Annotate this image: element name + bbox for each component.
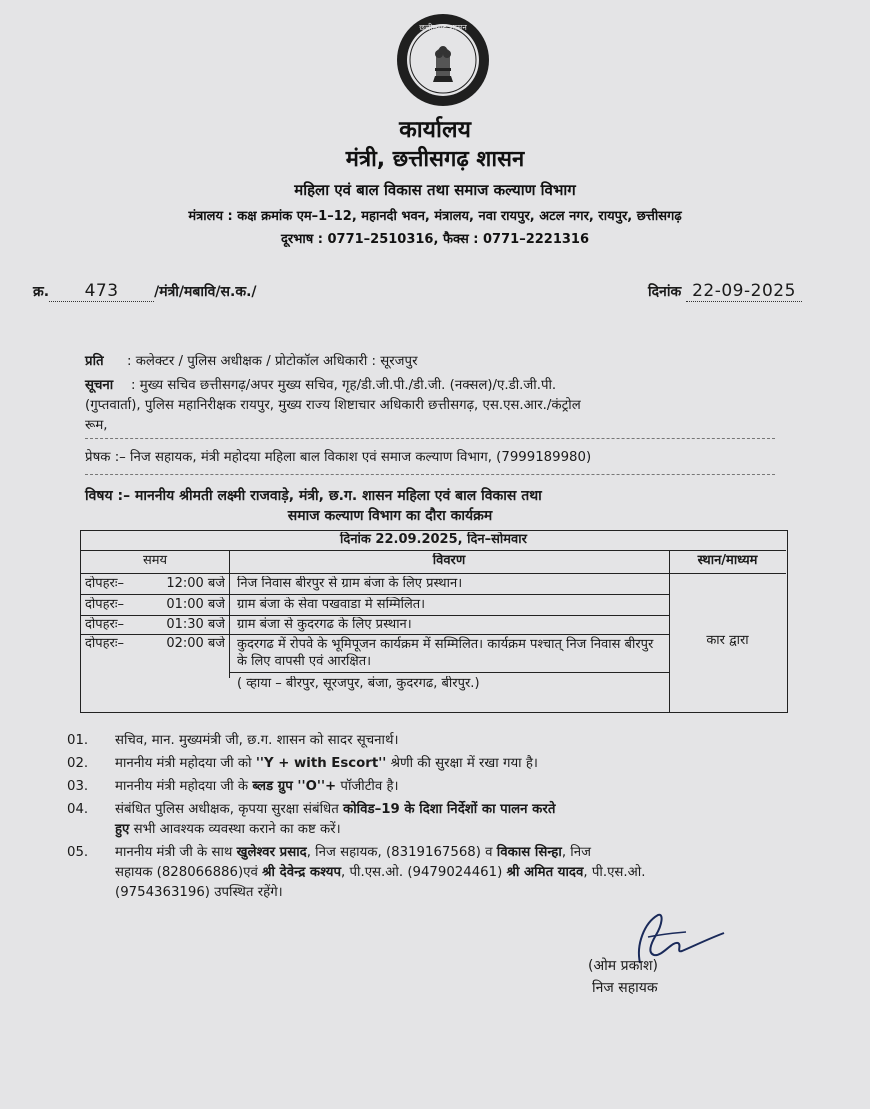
date-label: दिनांक bbox=[648, 284, 682, 300]
row2-time-label: दोपहरः– bbox=[85, 597, 125, 612]
office-address: मंत्रालय : कक्ष क्रमांक एम–1–12, महानदी भवन, मंत्रालय, नवा रायपुर, अटल नगर, रायपुर, छत्तीसगढ़ bbox=[188, 209, 682, 224]
letter-page: छत्तीसगढ़ शासन कार्यालय मंत्री, छत्तीसगढ़ शासन महिला एवं बाल विकास तथा समाज कल्याण विभाग मंत्रालय : कक्ष क्रमांक एम–1–12, महानदी भवन, मंत्रालय, नवा रायपुर, अटल नगर, रायपुर, छत्तीसगढ़ दूरभाष : 0771–2510316, फैक्स : 0771–2221316 क्र. 473 /मंत्री/मबावि/स.क./ दिनांक 22-09-2025 प्रति : कलेक्टर / पुलिस अधीक्षक / प्रोटोकॉल अधिकारी : सूरजपुर सूचना : मुख्य सचिव छत्तीसगढ़/अपर मुख्य सचिव, गृह/डी.जी.पी./डी.जी. (नक्सल)/ए.डी.जी.पी. (गुप्तवार्ता), पुलिस महानिरीक्षक रायपुर, मुख्य राज्य शिष्टाचार अधिकारी छत्तीसगढ़, एस.एस.आर./कंट्रोल रूम, प्रेषक :– निज सहायक, मंत्री महोदया महिला बाल विकाश एवं समाज कल्याण विभाग, (7999189980) विषय :– माननीय श्रीमती लक्ष्मी राजवाड़े, मंत्री, छ.ग. शासन महिला एवं बाल विकास तथा समाज कल्याण विभाग का दौरा कार्यक्रम दिनांक 22.09.2025, दिन–सोमवार समय विवरण स्थान/माध्यम दोपहरः– 12:00 बजे निज निवास बीरपुर से ग्राम बंजा के लिए प्रस्थान। दोपहरः– 01:00 बजे ग्राम बंजा के सेवा पखवाडा मे सम्मिलित। दोपहरः– 01:30 बजे ग्राम बंजा से कुदरगढ के लिए प्रस्थान। दोपहरः– 02:00 बजे कुदरगढ में रोपवे के भूमिपूजन कार्यक्रम में सम्मिलित। कार्यक्रम पश्चात् निज निवास बीरपुर के लिए वापसी एवं आरक्षित। ( व्हाया – बीरपुर, सूरजपुर, बंजा, कुदरगढ, बीरपुर.) कार द्वारा 01. सचिव, मान. मुख्यमंत्री जी, छ.ग. शासन को सादर सूचनार्थ। 02. माननीय मंत्री महोदया जी को ''Y + with Escort'' श्रेणी की सुरक्षा में रखा गया है। 03. माननीय मंत्री महोदया जी के ब्लड ग्रुप ''O''+ पॉजीटीव है। 04. संबंधित पुलिस अधीक्षक, कृपया सुरक्षा संबंधित कोविड–19 के दिशा निर्देशों का पालन करते हुए सभी आवश्यक व्यवस्था कराने का कष्ट करें। 05. माननीय मंत्री जी के साथ खुलेश्वर प्रसाद, निज सहायक, (8319167568) व विकास सिन्हा, निज सहायक (828066886)एवं श्री देवेन्द्र कश्यप, पी.एस.ओ. (9479024461) श्री अमित यादव, पी.एस.ओ. (9754363196) उपस्थित रहेंगे। (ओम प्रकाश) निज सहायक bbox=[0, 0, 870, 1109]
suchna-label: सूचना bbox=[85, 378, 114, 393]
state-emblem-icon bbox=[395, 12, 491, 108]
col-time-header: समय bbox=[142, 553, 168, 568]
prati-label: प्रति bbox=[85, 354, 104, 369]
office-title: कार्यालय bbox=[399, 117, 471, 143]
ref-prefix: क्र. bbox=[33, 284, 50, 300]
col-place-header: स्थान/माध्यम bbox=[697, 553, 758, 568]
suchna-line2: (गुप्तवार्ता), पुलिस महानिरीक्षक रायपुर, मुख्य राज्य शिष्टाचार अधिकारी छत्तीसगढ़, एस.एस.आर./कंट्रोल bbox=[85, 398, 581, 413]
signatory-name: (ओम प्रकाश) bbox=[588, 958, 658, 974]
prati-text: : कलेक्टर / पुलिस अधीक्षक / प्रोटोकॉल अधिकारी : सूरजपुर bbox=[127, 354, 418, 369]
subject-line2: समाज कल्याण विभाग का दौरा कार्यक्रम bbox=[287, 508, 493, 524]
route-via: ( व्हाया – बीरपुर, सूरजपुर, बंजा, कुदरगढ, बीरपुर.) bbox=[237, 676, 480, 691]
row3-time-label: दोपहरः– bbox=[85, 617, 125, 632]
divider bbox=[85, 438, 775, 439]
date-value: 22-09-2025 bbox=[686, 281, 802, 302]
place-value: कार द्वारा bbox=[706, 633, 749, 648]
suchna-line1: : मुख्य सचिव छत्तीसगढ़/अपर मुख्य सचिव, गृह/डी.जी.पी./डी.जी. (नक्सल)/ए.डी.जी.पी. bbox=[131, 378, 557, 393]
office-name: मंत्री, छत्तीसगढ़ शासन bbox=[345, 147, 525, 172]
emblem-text: छत्तीसगढ़ शासन bbox=[419, 23, 467, 32]
row1-time: 12:00 बजे bbox=[166, 576, 225, 591]
row2-time: 01:00 बजे bbox=[166, 597, 225, 612]
col-details-header: विवरण bbox=[432, 553, 466, 568]
row1-details: निज निवास बीरपुर से ग्राम बंजा के लिए प्रस्थान। bbox=[237, 576, 463, 591]
ref-suffix: /मंत्री/मबावि/स.क./ bbox=[154, 284, 257, 300]
row4-details: कुदरगढ में रोपवे के भूमिपूजन कार्यक्रम में सम्मिलित। कार्यक्रम पश्चात् निज निवास बीरपुर के लिए वापसी एवं आरक्षित। bbox=[237, 637, 654, 669]
reference-date-line bbox=[648, 281, 802, 302]
subject-block bbox=[85, 486, 785, 526]
reference-number-line bbox=[33, 281, 257, 302]
department-name: महिला एवं बाल विकास तथा समाज कल्याण विभाग bbox=[294, 181, 576, 199]
row4-time: 02:00 बजे bbox=[166, 636, 225, 651]
row3-time: 01:30 बजे bbox=[166, 617, 225, 632]
row1-time-label: दोपहरः– bbox=[85, 576, 125, 591]
row2-details: ग्राम बंजा के सेवा पखवाडा मे सम्मिलित। bbox=[237, 597, 426, 612]
divider bbox=[85, 474, 775, 475]
subject-line1: विषय :– माननीय श्रीमती लक्ष्मी राजवाड़े, मंत्री, छ.ग. शासन महिला एवं बाल विकास तथा bbox=[85, 488, 542, 504]
suchna-line3: रूम, bbox=[85, 418, 108, 433]
signatory-role: निज सहायक bbox=[592, 980, 658, 996]
schedule-date-heading: दिनांक 22.09.2025, दिन–सोमवार bbox=[340, 532, 527, 547]
row4-time-label: दोपहरः– bbox=[85, 636, 125, 651]
row3-details: ग्राम बंजा से कुदरगढ के लिए प्रस्थान। bbox=[237, 617, 412, 632]
ref-number: 473 bbox=[49, 281, 154, 302]
office-contact: दूरभाष : 0771–2510316, फैक्स : 0771–2221316 bbox=[280, 232, 590, 247]
schedule-table bbox=[80, 530, 788, 713]
preshak-line: प्रेषक :– निज सहायक, मंत्री महोदया महिला बाल विकाश एवं समाज कल्याण विभाग, (7999189980) bbox=[85, 450, 592, 465]
